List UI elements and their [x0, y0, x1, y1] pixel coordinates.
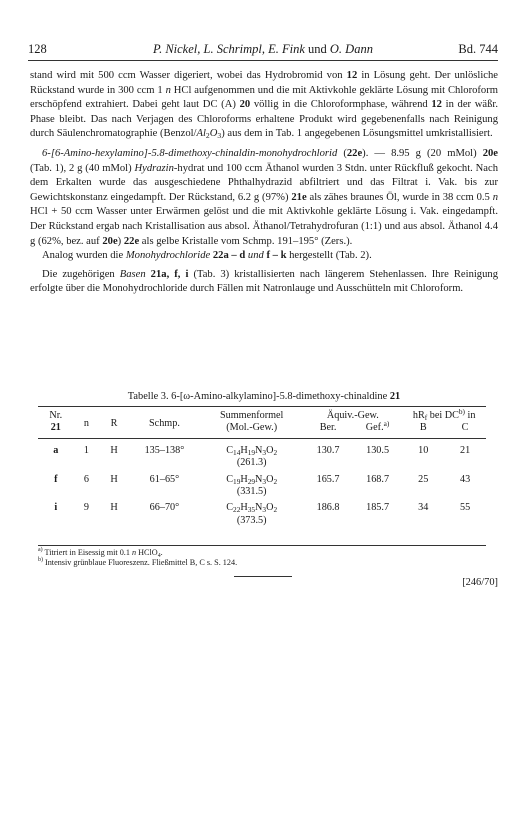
cell-nr: a	[53, 444, 59, 456]
text-run: O	[209, 128, 218, 140]
cell-r: H	[110, 444, 118, 456]
authors: P. Nickel, L. Schrimpl, E. Fink	[153, 42, 305, 56]
sub: 14	[233, 447, 241, 457]
text-run: als gelbe Kristalle vom Schmp. 191–195° (Zers.).	[139, 235, 353, 247]
cell-r: H	[110, 502, 118, 514]
header-text: Schmp.	[149, 417, 180, 429]
col-b	[402, 422, 444, 438]
footnote-a	[38, 548, 163, 558]
col-hrf	[402, 407, 486, 423]
compound-ref: 21a, f, i	[150, 268, 189, 280]
text-run: hergestellt (Tab. 2).	[286, 250, 372, 262]
cell-n: 9	[83, 502, 89, 514]
col-ber	[303, 422, 353, 438]
header-text: Nr.	[49, 410, 63, 421]
cell-mw: (373.5)	[236, 514, 267, 526]
sub: 19	[233, 476, 241, 486]
compound-ref: f – k	[266, 250, 287, 262]
header-text: Ber.	[319, 422, 337, 434]
cell-formula	[200, 445, 303, 470]
text-run: völlig in die Chloroformphase, während	[250, 99, 432, 111]
subscript: f	[424, 413, 428, 422]
manuscript-reference: [246/70]	[462, 577, 498, 588]
compound-ref: 20e	[482, 147, 498, 159]
el: N	[255, 502, 263, 514]
cell-c: 21	[459, 444, 471, 456]
text-run: -hydrat und 100 ccm Äthanol wurden 3 Stdn. unter Rückfluß gekocht. Nach dem Erkalten wurde das ausgeschiedene Phthalhydrazid abfiltriert und das Filtrat i. Vak. bis zur Gewichtskonstanz eingedampft. Der Rückstand, 6.2 g (97%)	[30, 162, 498, 203]
header-text: Gef.	[365, 422, 384, 434]
page-number: 128	[28, 42, 47, 56]
last-author: O. Dann	[329, 42, 373, 56]
sub: 2	[273, 476, 278, 486]
cell-b: 25	[418, 473, 429, 485]
paragraph-3	[30, 249, 498, 264]
cell-ber: 130.7	[316, 444, 340, 456]
el: O	[266, 502, 274, 514]
sub: 3	[262, 476, 267, 486]
cell-nr: i	[54, 502, 58, 514]
el: O	[266, 473, 274, 485]
table-row	[38, 474, 486, 499]
el: O	[266, 444, 274, 456]
el: N	[255, 473, 263, 485]
el: N	[255, 444, 263, 456]
table-row	[38, 445, 486, 470]
header-text: (Mol.-Gew.)	[226, 422, 278, 434]
cell-gef: 168.7	[366, 473, 390, 485]
col-molgew	[200, 422, 303, 438]
end-rule	[234, 576, 292, 577]
cell-schmp: 135–138°	[144, 444, 185, 456]
el: C	[226, 444, 234, 456]
header-text: C	[461, 422, 469, 434]
paragraph-4	[30, 268, 498, 297]
sub: 3	[262, 447, 267, 457]
running-title	[28, 42, 498, 57]
text-run: HCl + 50 ccm Wasser unter Erwärmen gelöst und die mit Aktivkohle geklärte Lösung i. Vak. eingedampft. Der Rückstand ergab nach Kristallisation aus absol. Äthanol/Tetrahydrofuran (1:1) und aus absol. Äthanol 4.4 g (62%, bez. auf	[30, 206, 498, 247]
col-n	[74, 407, 100, 439]
compound-ref: 22e	[346, 147, 363, 159]
el: H	[240, 473, 248, 485]
und-word: und	[308, 42, 327, 56]
cell-schmp: 61–65°	[149, 473, 180, 485]
text-run: stand wird mit 500 ccm Wasser digeriert, wobei das Hydrobromid von	[30, 70, 347, 81]
compound-ref: 21e	[291, 191, 307, 203]
text-run: )	[117, 235, 124, 247]
compound-ref: 22a – d	[212, 250, 246, 262]
cell-mw: (331.5)	[236, 486, 267, 498]
cell-ber: 186.8	[316, 502, 340, 514]
text-run: (	[337, 147, 347, 159]
table-caption	[0, 391, 528, 402]
header-text: 21	[50, 422, 61, 434]
text-run: Hydrazin	[134, 162, 174, 174]
header-text: Summenformel	[219, 410, 284, 421]
paragraph-1	[30, 69, 498, 142]
text-run: und	[247, 250, 264, 262]
header-rule	[28, 60, 498, 61]
footnote-text: .	[160, 548, 163, 557]
footnote-text: Titriert in Eisessig mit 0.1	[44, 548, 130, 557]
footnote-text: Intensiv grünblaue Fluoreszenz. Fließmittel B, C s. S. 124.	[44, 558, 238, 567]
volume-label: Bd. 744	[458, 42, 498, 56]
sub: 2	[273, 447, 278, 457]
cell-nr: f	[54, 473, 58, 485]
cell-schmp: 66–70°	[149, 502, 180, 514]
subscript: 4	[157, 553, 161, 559]
header-text: R	[110, 417, 118, 429]
sub: 3	[262, 505, 267, 515]
compound-ref: 20e	[102, 235, 118, 247]
el: C	[226, 502, 234, 514]
text-run: Al	[196, 128, 206, 140]
sub: 29	[247, 476, 256, 486]
col-summenformel	[200, 407, 303, 423]
text-run: HCl aufgenommen und die mit Aktivkohle geklärte Lösung mit Chloroform erschöpfend extrahiert. Dabei geht laut DC (A)	[30, 84, 499, 111]
header-text: n	[83, 417, 89, 429]
footnote-mark: b)	[38, 557, 43, 563]
footnote-mark: b)	[458, 407, 465, 416]
cell-n: 6	[83, 473, 89, 485]
data-table	[38, 406, 486, 527]
col-gef	[353, 419, 403, 438]
sub: 2	[273, 505, 278, 515]
procedure-title: 6-[6-Amino-hexylamino]-5.8-dimethoxy-chinaldin-monohydrochlorid	[42, 147, 338, 159]
cell-n: 1	[83, 444, 89, 456]
footnote-mark: a)	[383, 419, 390, 429]
el: C	[226, 473, 234, 485]
text-run: n	[492, 191, 498, 203]
compound-ref: 12	[431, 99, 442, 111]
header-text: B	[419, 422, 427, 434]
text-run: Die zugehörigen	[42, 268, 120, 280]
footnote-text: n	[131, 548, 137, 557]
table-row	[38, 502, 486, 527]
sub: 35	[247, 505, 256, 515]
paragraph-2	[30, 147, 498, 249]
text-run: ) aus dem in Tab. 1 angegebenen Lösungsmittel umkristallisiert.	[221, 128, 493, 140]
cell-formula	[200, 502, 303, 527]
text-run: in der wäßr. Phase bleibt. Das nach Verjagen des Chloroforms erhaltene Produkt wird gegebenenfalls nach Reinigung durch Säulenchromatographie (Benzol/	[30, 99, 498, 140]
text-run: Analog wurden die	[42, 250, 126, 262]
caption-text: Tabelle 3. 6-[ω-Amino-alkylamino]-5.8-dimethoxy-chinaldine	[127, 391, 388, 402]
compound-ref: 21	[389, 391, 401, 402]
col-nr-21	[38, 422, 74, 438]
cell-gef: 130.5	[366, 444, 390, 456]
subscript: 2	[205, 131, 210, 141]
footnote-text: HClO	[138, 548, 158, 557]
header-text: in	[465, 410, 476, 421]
text-run: ). — 8.95 g (20 mMol)	[362, 147, 483, 159]
el: H	[240, 444, 248, 456]
footnote-mark: a)	[38, 547, 43, 553]
header-text: bei DC	[427, 410, 459, 421]
body-text	[30, 69, 498, 297]
table-bottom-rule	[38, 545, 486, 546]
text-run: Basen	[119, 268, 146, 280]
col-c	[444, 422, 486, 438]
cell-formula	[200, 474, 303, 499]
text-run: in Lösung geht. Der unlösliche Rückstand wurde in 300 ccm 1	[30, 70, 498, 96]
subscript: 3	[217, 131, 222, 141]
table-header-row	[38, 407, 486, 423]
header-text: Äquiv.-Gew.	[326, 410, 379, 421]
compound-ref: 22e	[123, 235, 140, 247]
cell-mw: (261.3)	[236, 457, 267, 469]
cell-gef: 185.7	[366, 502, 390, 514]
text-run: (Tab. 1), 2 g (40 mMol)	[30, 162, 135, 174]
running-header	[28, 42, 498, 58]
compound-ref: 20	[239, 99, 251, 111]
cell-b: 34	[418, 502, 429, 514]
cell-b: 10	[418, 444, 429, 456]
cell-r: H	[110, 473, 118, 485]
sub: 19	[247, 447, 256, 457]
compound-ref: 12	[346, 70, 358, 81]
sub: 22	[233, 505, 241, 515]
text-run: n	[165, 84, 171, 96]
footnote-b	[38, 558, 237, 568]
col-r	[99, 407, 129, 439]
text-run: Monohydrochloride	[125, 250, 211, 262]
col-schmp	[129, 407, 200, 439]
cell-c: 43	[459, 473, 471, 485]
text-run: als zähes braunes Öl, wurde in 38 ccm 0.5	[306, 191, 493, 203]
header-text: hR	[412, 410, 425, 421]
el: H	[240, 502, 248, 514]
cell-ber: 165.7	[316, 473, 340, 485]
text-run: (Tab. 3) kristallisierten nach längerem Stehenlassen. Ihre Reinigung erfolgte über die Monohydrochloride durch Fällen mit Natronlauge und Ausschütteln mit Chloroform.	[30, 268, 498, 295]
col-nr	[38, 407, 74, 423]
cell-c: 55	[459, 502, 471, 514]
